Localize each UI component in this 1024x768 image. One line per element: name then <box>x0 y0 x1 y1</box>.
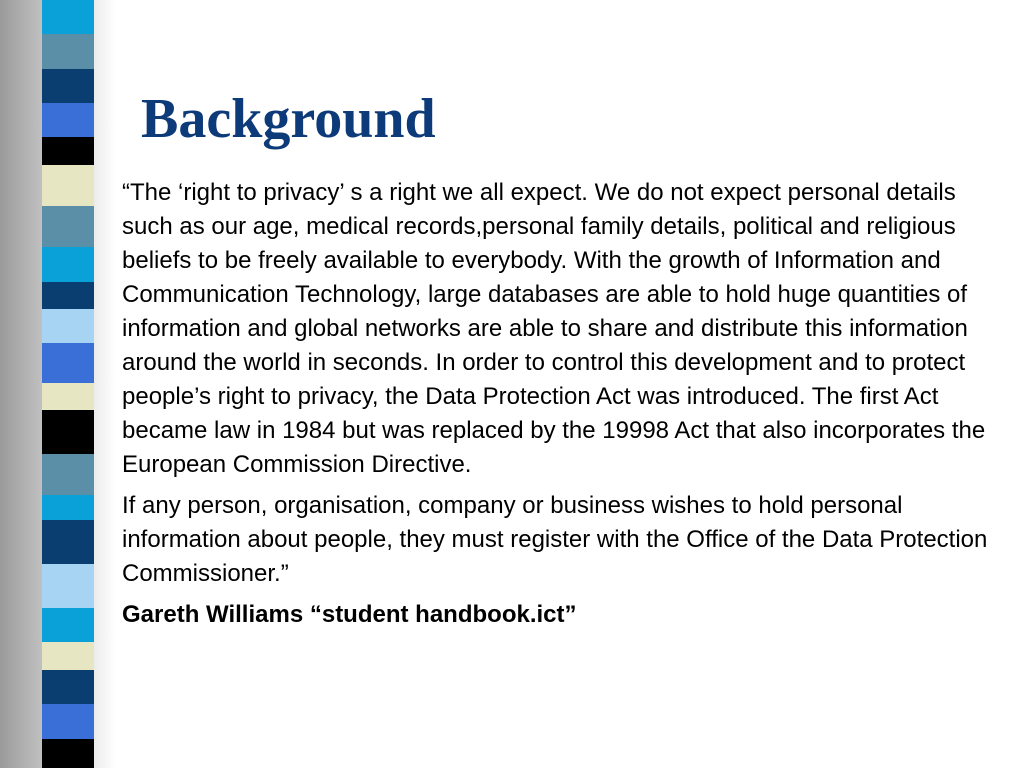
strip-block <box>42 704 94 738</box>
strip-block <box>42 670 94 704</box>
strip-block <box>42 309 94 343</box>
strip-block <box>42 383 94 410</box>
attribution: Gareth Williams “student handbook.ict” <box>122 601 577 628</box>
slide-body <box>122 176 992 639</box>
strip-block <box>42 739 94 768</box>
strip-block <box>42 137 94 164</box>
strip-block <box>42 69 94 103</box>
strip-block <box>42 454 94 495</box>
strip-block <box>42 34 94 68</box>
strip-block <box>42 343 94 382</box>
strip-block <box>42 206 94 247</box>
strip-block <box>42 103 94 137</box>
strip-block <box>42 282 94 309</box>
quote-paragraph: If any person, organisation, company or business wishes to hold personal information about people, they must register with the Office of the Data Protection Commissioner.” <box>122 492 988 587</box>
quote-paragraph: “The ‘right to privacy’ s a right we all expect. We do not expect personal details such as our age, medical records,personal family details, political and religious beliefs to be freely available to everybody. With the growth of Information and Communication Technology, large databases are able to hold huge quantities of information and global networks are able to share and distribute this information around the world in seconds. In order to control this development and to protect people’s right to privacy, the Data Protection Act was introduced. The first Act became law in 1984 but was replaced by the 19998 Act that also incorporates the European Commission Directive. <box>122 179 986 478</box>
strip-block <box>42 564 94 608</box>
strip-block <box>42 0 94 34</box>
strip-block <box>42 247 94 281</box>
strip-block <box>42 410 94 454</box>
strip-block <box>42 608 94 642</box>
decorative-color-strip <box>42 0 94 768</box>
strip-block <box>42 495 94 520</box>
strip-block <box>42 642 94 669</box>
strip-block <box>42 520 94 564</box>
strip-block <box>42 165 94 206</box>
slide-title: Background <box>141 88 436 150</box>
